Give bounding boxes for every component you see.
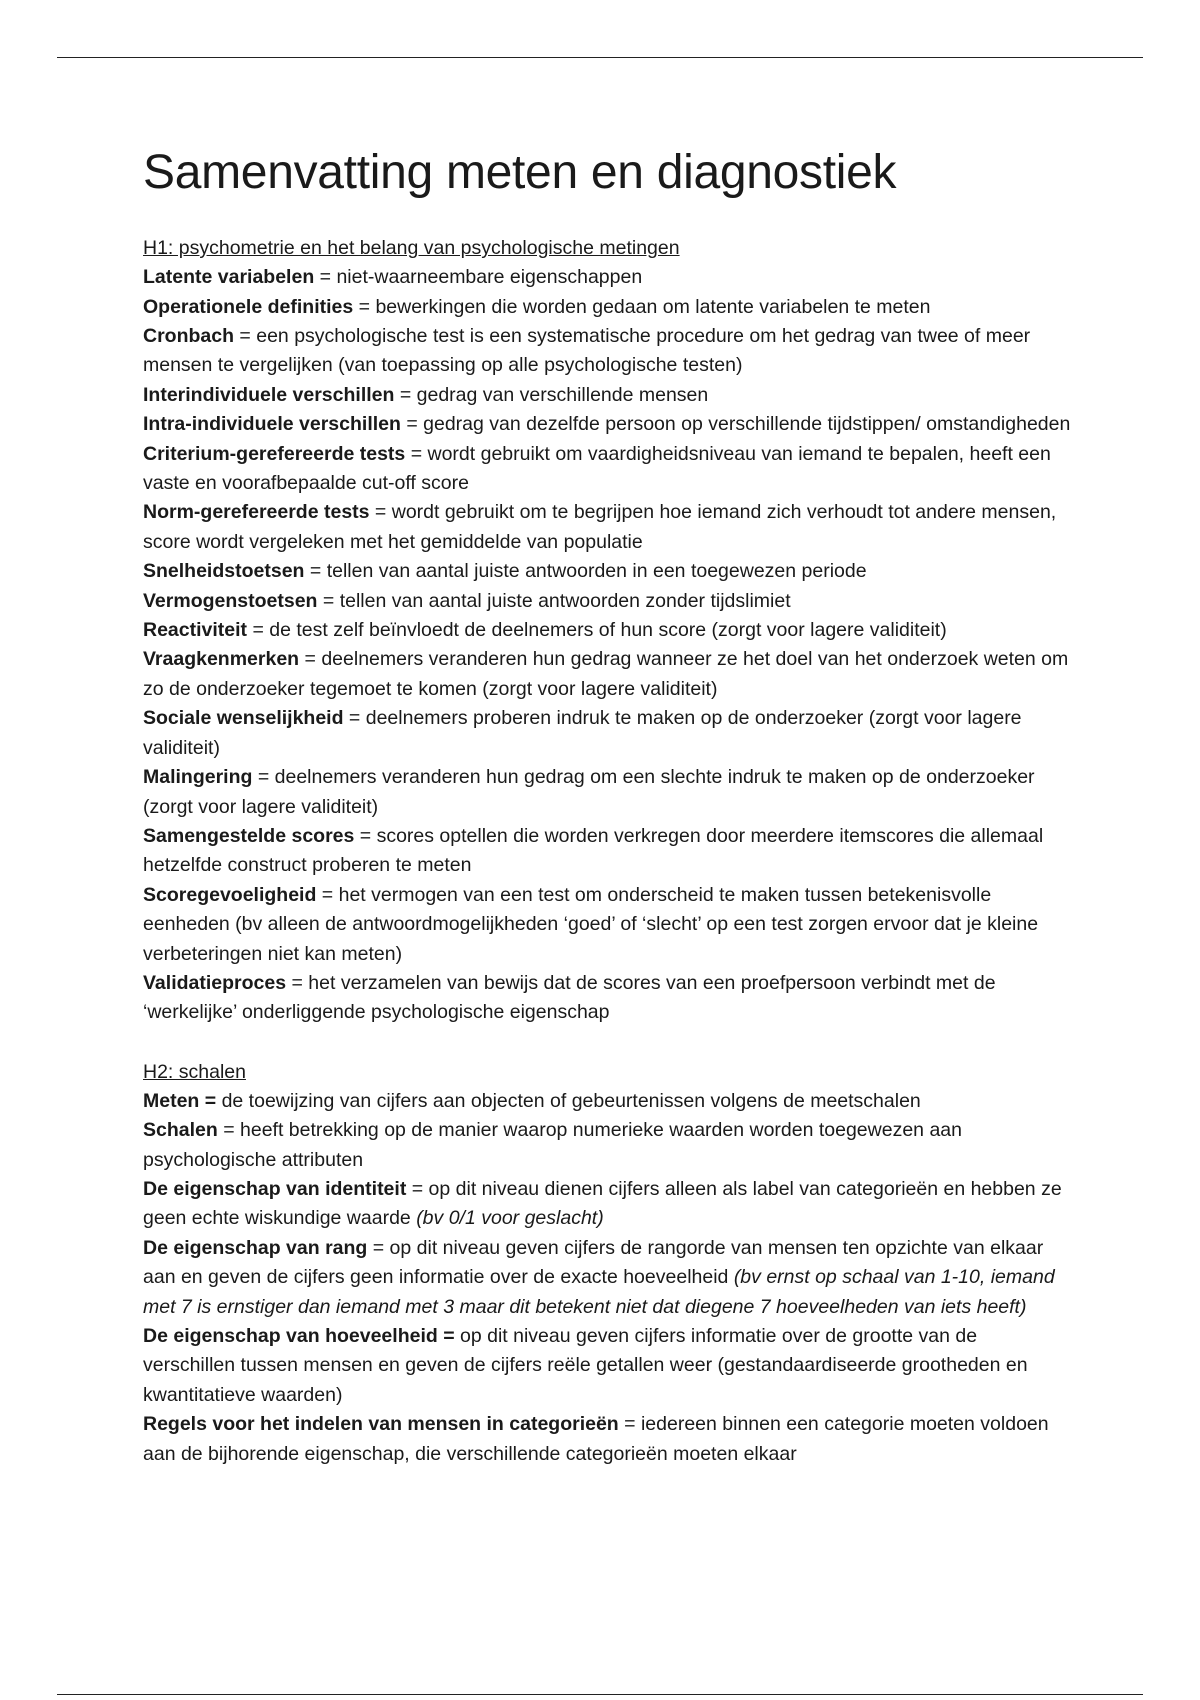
definition-entry: [143, 263, 1073, 292]
entry-definition: = op dit niveau dienen cijfers alleen als label van categorieën en hebben ze geen echte wiskundige waarde: [143, 1177, 1062, 1230]
entry-example: (bv ernst op schaal van 1-10, iemand met 7 is ernstiger dan iemand met 3 maar dit betekent niet dat diegene 7 hoeveelheden van iets heeft): [143, 1266, 1055, 1318]
definition-entry: [143, 440, 1073, 499]
entry-term: Vermogenstoetsen: [143, 589, 318, 612]
entry-definition: = wordt gebruikt om vaardigheidsniveau van iemand te bepalen, heeft een vaste en voorafbepaalde cut-off score: [143, 442, 1051, 495]
entry-definition: = gedrag van dezelfde persoon op verschillende tijdstippen/ omstandigheden: [400, 413, 1071, 436]
entry-term: Intra-individuele verschillen: [143, 413, 401, 436]
definition-entry: [143, 763, 1073, 822]
entry-term: De eigenschap van rang: [143, 1236, 368, 1259]
entry-term: Operationele definities: [143, 295, 354, 318]
definition-entry: [143, 881, 1073, 969]
definition-entry: [143, 1410, 1073, 1469]
entry-term: Latente variabelen: [143, 266, 315, 289]
entry-term: Malingering: [143, 766, 253, 789]
entry-term: Regels voor het indelen van mensen in categorieën: [143, 1413, 619, 1436]
definition-entry: [143, 1087, 1073, 1116]
entry-definition: = iedereen binnen een categorie moeten voldoen aan de bijhorende eigenschap, die verschillende categorieën moeten elkaar: [143, 1413, 1049, 1465]
document-page: [143, 145, 1073, 1469]
definition-entry: [143, 410, 1073, 439]
entry-definition: = op dit niveau geven cijfers de rangorde van mensen ten opzichte van elkaar aan en geven de cijfers geen informatie over de exacte hoeveelheid: [143, 1236, 1044, 1289]
entry-example: (bv 0/1 voor geslacht): [416, 1207, 604, 1230]
entry-term: Validatieproces: [143, 971, 287, 994]
entry-term: Scoregevoeligheid: [143, 883, 317, 906]
definition-entry: [143, 704, 1073, 763]
entry-term: De eigenschap van identiteit: [143, 1177, 407, 1200]
bottom-rule: [57, 1694, 1143, 1695]
entry-term: Criterium-gerefereerde tests: [143, 442, 406, 465]
section-h1: [143, 234, 1073, 1028]
entry-definition: = niet-waarneembare eigenschappen: [314, 266, 643, 289]
definition-entry: [143, 322, 1073, 381]
entry-definition: op dit niveau geven cijfers informatie over de grootte van de verschillen tussen mensen en geven de cijfers reële getallen weer (gestandaardiseerde grootheden en kwantitatieve waarden): [143, 1325, 1028, 1406]
definition-entry: [143, 293, 1073, 322]
definition-entry: [143, 822, 1073, 881]
entry-term: Snelheidstoetsen: [143, 560, 305, 583]
entry-term: Sociale wenselijkheid: [143, 707, 344, 730]
definition-entry: [143, 587, 1073, 616]
entry-definition: = bewerkingen die worden gedaan om latente variabelen te meten: [353, 295, 931, 318]
section-heading: H1: psychometrie en het belang van psychologische metingen: [143, 237, 680, 260]
entry-definition: = deelnemers proberen indruk te maken op de onderzoeker (zorgt voor lagere validiteit): [143, 707, 1022, 759]
top-rule: [57, 57, 1143, 58]
definition-entry: [143, 1175, 1073, 1234]
entry-term: Vraagkenmerken: [143, 648, 300, 671]
entry-term: Samengestelde scores: [143, 824, 355, 847]
section-heading: H2: schalen: [143, 1060, 246, 1083]
entry-definition: = het vermogen van een test om onderscheid te maken tussen betekenisvolle eenheden (bv alleen de antwoordmogelijkheden ‘goed’ of ‘slecht’ op een test zorgen ervoor dat je kleine verbeteringen niet kan meten): [143, 883, 1039, 965]
entry-definition: = deelnemers veranderen hun gedrag wanneer ze het doel van het onderzoek weten om zo de onderzoeker tegemoet te komen (zorgt voor lagere validiteit): [143, 648, 1069, 700]
definition-entry: [143, 1322, 1073, 1410]
entry-term: Norm-gerefereerde tests: [143, 501, 370, 524]
entry-definition: de toewijzing van cijfers aan objecten of gebeurtenissen volgens de meetschalen: [216, 1089, 921, 1112]
entry-definition: = wordt gebruikt om te begrijpen hoe iemand zich verhoudt tot andere mensen, score wordt vergeleken met het gemiddelde van populatie: [143, 501, 1057, 553]
definition-entry: [143, 557, 1073, 586]
entry-term: De eigenschap van hoeveelheid =: [143, 1325, 455, 1347]
definition-entry: [143, 645, 1073, 704]
entry-definition: = het verzamelen van bewijs dat de scores van een proefpersoon verbindt met de ‘werkelijke’ onderliggende psychologische eigenschap: [143, 971, 996, 1024]
definition-entry: [143, 498, 1073, 557]
entry-term: Schalen: [143, 1119, 218, 1142]
section-h2: [143, 1058, 1073, 1469]
entry-definition: = gedrag van verschillende mensen: [394, 383, 709, 406]
entry-term: Cronbach: [143, 325, 235, 347]
entry-term: Interindividuele verschillen: [143, 383, 395, 406]
entry-term: Reactiviteit: [143, 619, 248, 642]
entry-definition: = een psychologische test is een systematische procedure om het gedrag van twee of meer mensen te vergelijken (van toepassing op alle psychologische testen): [143, 325, 1031, 377]
entry-definition: = tellen van aantal juiste antwoorden zonder tijdslimiet: [317, 589, 791, 612]
entry-definition: = de test zelf beïnvloedt de deelnemers of hun score (zorgt voor lagere validiteit): [247, 619, 947, 642]
entry-term: Meten =: [143, 1089, 217, 1112]
definition-entry: [143, 1234, 1073, 1322]
definition-entry: [143, 381, 1073, 410]
entry-definition: = deelnemers veranderen hun gedrag om een slechte indruk te maken op de onderzoeker (zorgt voor lagere validiteit): [143, 766, 1035, 818]
definition-entry: [143, 1116, 1073, 1175]
definition-entry: [143, 616, 1073, 645]
entry-definition: = scores optellen die worden verkregen door meerdere itemscores die allemaal hetzelfde construct proberen te meten: [143, 824, 1044, 877]
entry-definition: = tellen van aantal juiste antwoorden in een toegewezen periode: [304, 560, 867, 583]
document-title: Samenvatting meten en diagnostiek: [143, 146, 897, 199]
definition-entry: [143, 969, 1073, 1028]
entry-definition: = heeft betrekking op de manier waarop numerieke waarden worden toegewezen aan psychologische attributen: [143, 1119, 962, 1171]
